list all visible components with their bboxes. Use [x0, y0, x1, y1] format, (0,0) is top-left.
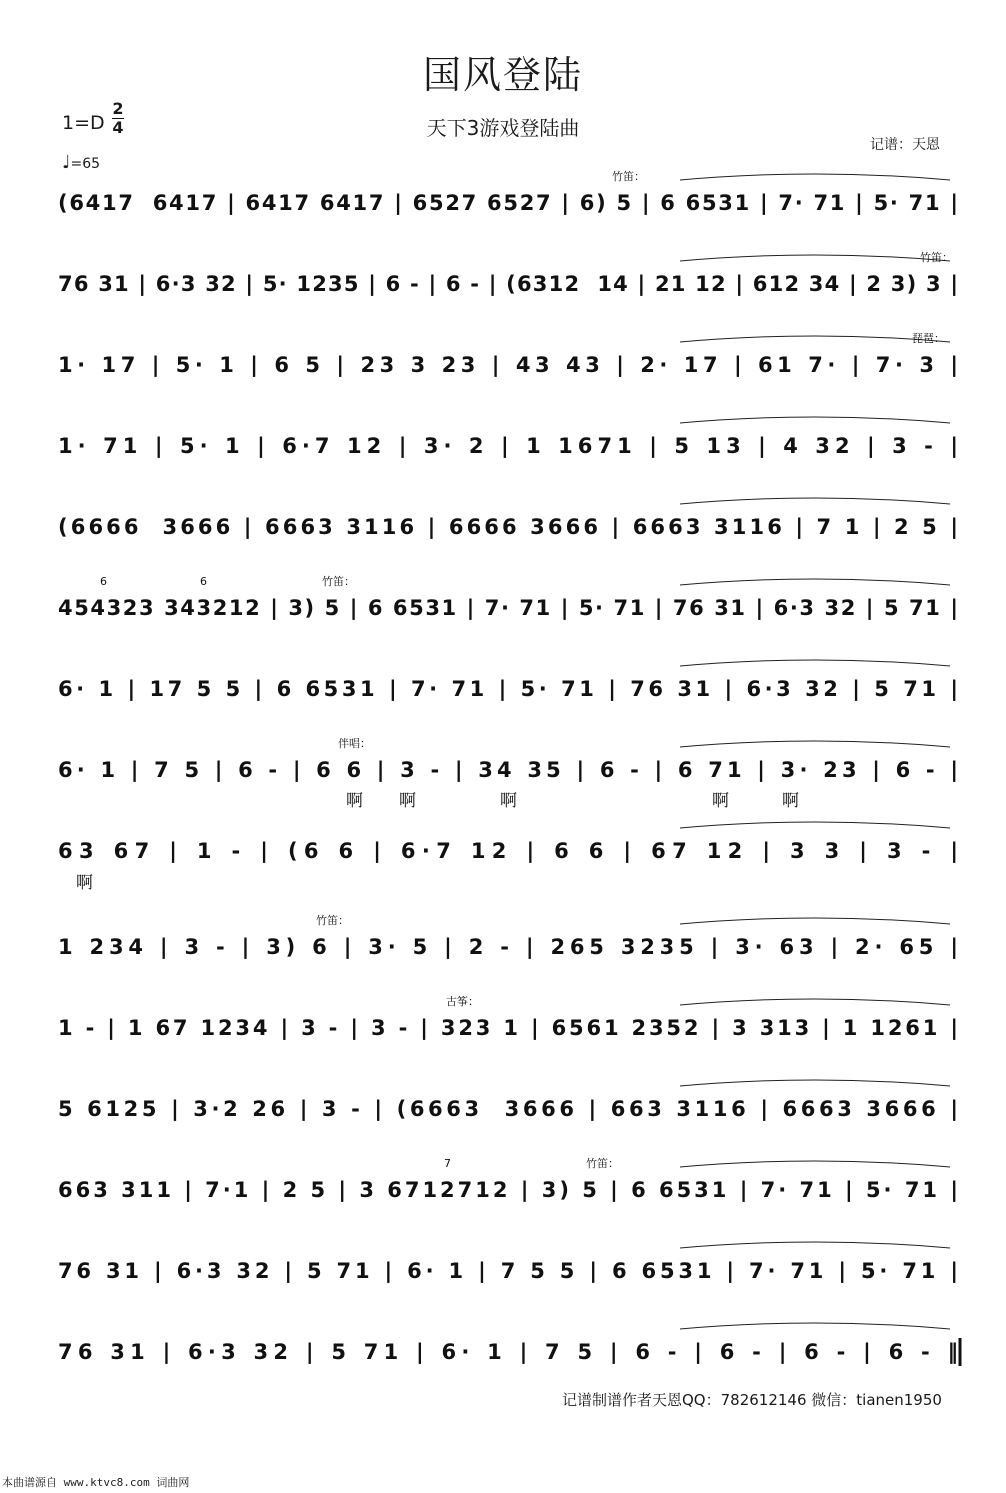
score-line-12: 5 6125 | 3·2 26 | 3 - | (6663 3666 | 663 3116 | 6663 3666 |	[58, 1097, 958, 1121]
instrument-label: 竹笛：	[316, 914, 349, 927]
page-title: 国风登陆	[422, 53, 583, 97]
score-line-5: (6666 3666 | 6663 3116 | 6666 3666 | 6663 3116 | 7 1 | 2 5 |	[58, 515, 959, 539]
slur-mark	[680, 660, 950, 666]
lyric-syllable: 啊	[399, 791, 416, 811]
footer-credit: 记谱制谱作者天恩QQ：782612146 微信：tianen1950	[562, 1391, 942, 1409]
slur-mark	[680, 417, 950, 423]
score-line-8: 6· 1 | 7 5 | 6 - | 6 6 | 3 - | 34 35 | 6 - | 6 71 | 3· 23 | 6 - |	[58, 758, 958, 782]
score-line-6: 454323 343212 | 3) 5 | 6 6531 | 7· 71 | 5· 71 | 76 31 | 6·3 32 | 5 71 |	[58, 596, 958, 620]
slur-mark	[680, 579, 950, 585]
instrument-label: 竹笛：	[920, 251, 953, 264]
slur-mark	[680, 1161, 950, 1167]
slur-mark	[680, 498, 950, 504]
instrument-label: 6	[100, 575, 107, 588]
instrument-label: 古筝：	[446, 995, 479, 1008]
slur-mark	[680, 918, 950, 924]
score-line-11: 1 - | 1 67 1234 | 3 - | 3 - | 323 1 | 6561 2352 | 3 313 | 1 1261 |	[58, 1016, 958, 1040]
score-line-10: 1 234 | 3 - | 3) 6 | 3· 5 | 2 - | 265 3235 | 3· 63 | 2· 65 |	[58, 935, 958, 959]
quarter-note-icon: ♩	[62, 152, 71, 173]
page-subtitle: 天下3游戏登陆曲	[426, 116, 580, 140]
source-watermark: 本曲谱源自 www.ktvc8.com 词曲网	[2, 1476, 190, 1489]
score-line-13: 663 311 | 7·1 | 2 5 | 3 6712712 | 3) 5 | 6 6531 | 7· 71 | 5· 71 |	[58, 1178, 958, 1202]
slur-mark	[680, 174, 950, 180]
instrument-label: 琵琶：	[912, 332, 945, 345]
score-line-2: 76 31 | 6·3 32 | 5· 1235 | 6 - | 6 - | (6312 14 | 21 12 | 612 34 | 2 3) 3 |	[58, 272, 958, 296]
lyric-syllable: 啊	[76, 873, 93, 893]
lyric-syllable: 啊	[782, 791, 799, 811]
slur-mark	[680, 999, 950, 1005]
score-line-1: (6417 6417 | 6417 6417 | 6527 6527 | 6) 5 | 6 6531 | 7· 71 | 5· 71 |	[58, 191, 959, 215]
instrument-label: 6	[200, 575, 207, 588]
score-line-9: 63 67 | 1 - | (6 6 | 6·7 12 | 6 6 | 67 12 | 3 3 | 3 - |	[58, 839, 959, 863]
meter-top: 2	[112, 99, 124, 118]
instrument-label: 竹笛：	[586, 1157, 619, 1170]
meter-bottom: 4	[112, 118, 124, 137]
instrument-label: 竹笛：	[322, 575, 355, 588]
instrument-label: 7	[444, 1157, 451, 1170]
score-line-3: 1· 17 | 5· 1 | 6 5 | 23 3 23 | 43 43 | 2· 17 | 61 7· | 7· 3 |	[58, 353, 958, 377]
slur-mark	[680, 1242, 950, 1248]
instrument-label: 伴唱：	[338, 737, 371, 750]
tempo-value: =65	[70, 156, 101, 172]
slur-mark	[680, 741, 950, 747]
lyric-syllable: 啊	[346, 791, 363, 811]
slur-mark	[680, 1080, 950, 1086]
score-line-7: 6· 1 | 17 5 5 | 6 6531 | 7· 71 | 5· 71 | 76 31 | 6·3 32 | 5 71 |	[58, 677, 958, 701]
slur-mark	[680, 822, 950, 828]
slur-mark	[680, 1323, 950, 1329]
slur-mark	[680, 336, 950, 342]
lyric-syllable: 啊	[712, 791, 729, 811]
score-line-4: 1· 71 | 5· 1 | 6·7 12 | 3· 2 | 1 1671 | 5 13 | 4 32 | 3 - |	[58, 434, 958, 458]
slur-mark	[680, 255, 950, 261]
instrument-label: 竹笛：	[612, 170, 645, 183]
score-line-14: 76 31 | 6·3 32 | 5 71 | 6· 1 | 7 5 5 | 6 6531 | 7· 71 | 5· 71 |	[58, 1259, 959, 1283]
score-line-15: 76 31 | 6·3 32 | 5 71 | 6· 1 | 7 5 | 6 - | 6 - | 6 - | 6 - ‖	[58, 1340, 958, 1364]
lyric-syllable: 啊	[500, 791, 517, 811]
recorder-credit: 记谱：天恩	[870, 137, 940, 153]
key-signature: 1=D	[62, 112, 105, 134]
